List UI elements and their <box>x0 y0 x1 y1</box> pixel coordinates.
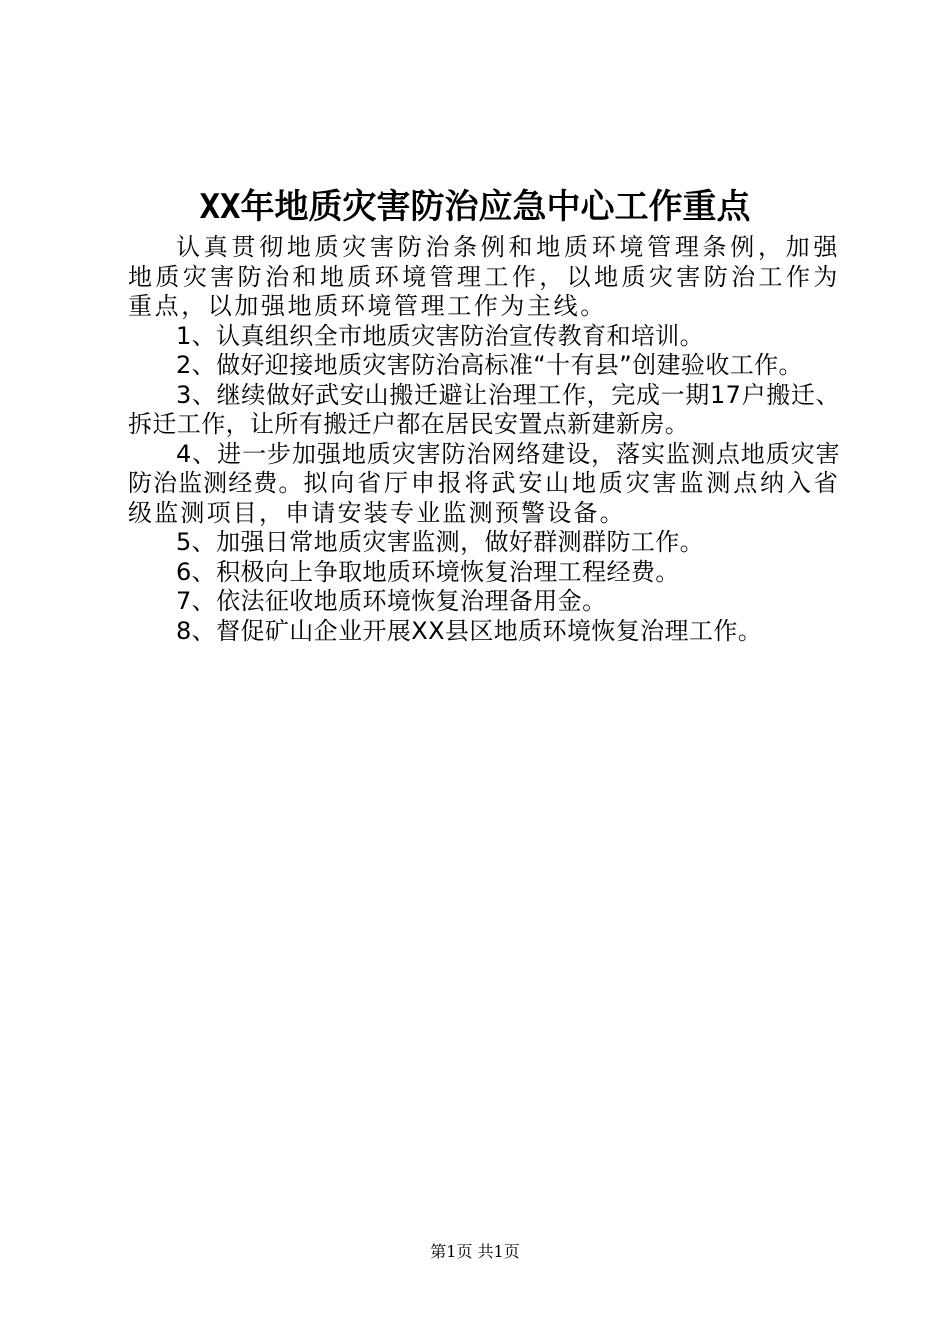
list-item-2: 2、做好迎接地质灾害防治高标准“十有县”创建验收工作。 <box>176 351 803 379</box>
list-item-5: 5、加强日常地质灾害监测，做好群测群防工作。 <box>176 528 705 556</box>
list-item-8: 8、督促矿山企业开展XX县区地质环境恢复治理工作。 <box>176 616 763 645</box>
list-item-3: 3、继续做好武安山搬迁避让治理工作，完成一期17户搬迁、拆迁工作，让所有搬迁户都在居民安置点新建新房。 <box>128 380 840 438</box>
page-footer: 第1页 共1页 <box>430 1242 520 1261</box>
document-body <box>128 233 840 646</box>
list-item-7: 7、依法征收地质环境恢复治理备用金。 <box>176 587 607 615</box>
list-item-4-continuation: 拟向省厅申报将武安山地质灾害监测点纳入省级监测项目，申请安装专业监测预警设备。 <box>128 469 840 527</box>
list-item-1: 1、认真组织全市地质灾害防治宣传教育和培训。 <box>176 321 705 350</box>
list-item-4 <box>128 440 840 529</box>
list-item-6: 6、积极向上争取地质环境恢复治理工程经费。 <box>176 557 680 586</box>
intro-paragraph: 认真贯彻地质灾害防治条例和地质环境管理条例，加强地质灾害防治和地质环境管理工作，以地质灾害防治工作为重点，以加强地质环境管理工作为主线。 <box>128 233 840 320</box>
list-item-4-main: 4、进一步加强地质灾害防治网络建设，落实监测点地质灾害防治监测经费。 <box>128 439 840 497</box>
document-title: XX年地质灾害防治应急中心工作重点 <box>199 187 751 227</box>
